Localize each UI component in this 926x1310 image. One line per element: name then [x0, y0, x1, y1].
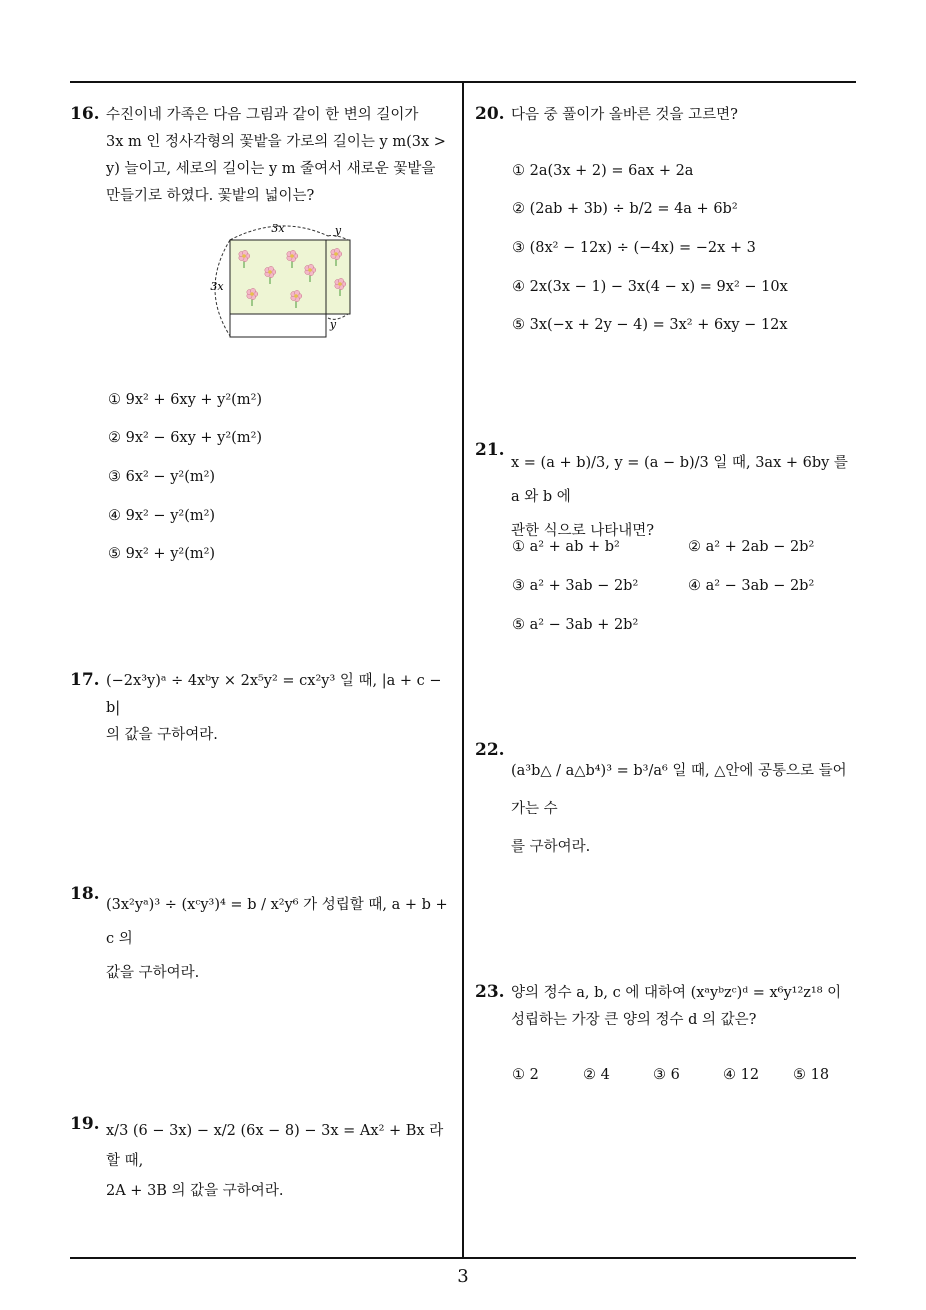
question-text — [106, 1116, 460, 1206]
question-text — [106, 102, 446, 210]
question-line: (a³b△ / a△b⁴)³ = b³/a⁶ 일 때, △안에 공통으로 들어가는 수 — [511, 763, 847, 817]
flower-bed-figure — [200, 214, 360, 344]
q20-option-3[interactable]: ③ (8x² − 12x) ÷ (−4x) = −2x + 3 — [512, 240, 756, 256]
question-17 — [70, 670, 460, 743]
question-line: 성립하는 가장 큰 양의 정수 d 의 값은? — [511, 1012, 757, 1028]
figure-label-bottom-right: y — [329, 318, 337, 331]
q20-option-5[interactable]: ⑤ 3x(−x + 2y − 4) = 3x² + 6xy − 12x — [512, 317, 788, 333]
question-20 — [475, 104, 860, 144]
figure-label-left: 3x — [210, 280, 224, 293]
q23-option-1[interactable]: ① 2 — [512, 1067, 539, 1083]
q23-option-4[interactable]: ④ 12 — [723, 1067, 760, 1083]
question-line: 만들기로 하였다. 꽃밭의 넓이는? — [106, 188, 315, 204]
figure-label-top: 3x — [271, 222, 285, 235]
page-number: 3 — [457, 1266, 469, 1287]
q16-option-5[interactable]: ⑤ 9x² + y²(m²) — [108, 546, 216, 562]
q20-option-1[interactable]: ① 2a(3x + 2) = 6ax + 2a — [512, 163, 694, 179]
q20-option-2[interactable]: ② (2ab + 3b) ÷ b/2 = 4a + 6b² — [512, 201, 738, 217]
question-text — [106, 888, 460, 990]
column-divider — [462, 82, 464, 1258]
question-line: y) 늘이고, 세로의 길이는 y m 줄여서 새로운 꽃밭을 — [106, 161, 436, 177]
question-line: x = (a + b)/3, y = (a − b)/3 일 때, 3ax + 6by 를 a 와 b 에 — [511, 455, 848, 505]
q23-option-5[interactable]: ⑤ 18 — [793, 1067, 830, 1083]
question-number: 17. — [70, 670, 100, 690]
question-line: x/3 (6 − 3x) − x/2 (6x − 8) − 3x = Ax² + Bx 라 할 때, — [106, 1123, 444, 1169]
question-21 — [475, 440, 860, 539]
question-text — [511, 752, 860, 866]
q20-option-4[interactable]: ④ 2x(3x − 1) − 3x(4 − x) = 9x² − 10x — [512, 279, 788, 295]
question-18 — [70, 884, 460, 981]
question-text — [511, 446, 860, 548]
question-line: 를 구하여라. — [511, 839, 591, 855]
question-line: 2A + 3B 의 값을 구하여라. — [106, 1183, 284, 1199]
question-line: 3x m 인 정사각형의 꽃밭을 가로의 길이는 y m(3x > — [106, 134, 446, 150]
question-23 — [475, 982, 860, 1042]
q23-option-2[interactable]: ② 4 — [583, 1067, 610, 1083]
question-line: (−2x³y)ᵃ ÷ 4xᵇy × 2x⁵y² = cx²y³ 일 때, |a + c − b| — [106, 673, 442, 716]
question-number: 20. — [475, 104, 505, 124]
question-line: (3x²yᵃ)³ ÷ (xᶜy³)⁴ = b / x²y⁶ 가 성립할 때, a + b + c 의 — [106, 897, 448, 947]
question-text — [106, 668, 460, 749]
question-line: 의 값을 구하여라. — [106, 727, 218, 743]
q21-option-1[interactable]: ① a² + ab + b² — [512, 539, 620, 555]
q16-option-1[interactable]: ① 9x² + 6xy + y²(m²) — [108, 392, 263, 408]
figure-label-top-right: y — [334, 224, 342, 237]
question-number: 23. — [475, 982, 505, 1002]
q21-option-4[interactable]: ④ a² − 3ab − 2b² — [688, 578, 815, 594]
question-line: 값을 구하여라. — [106, 965, 200, 981]
question-number: 18. — [70, 884, 100, 904]
q23-option-3[interactable]: ③ 6 — [653, 1067, 680, 1083]
question-line: 양의 정수 a, b, c 에 대하여 (xᵃyᵇzᶜ)ᵈ = x⁶y¹²z¹⁸ 이 — [511, 985, 842, 1001]
question-22 — [475, 740, 860, 855]
question-19 — [70, 1114, 460, 1199]
question-text — [511, 102, 738, 129]
q16-option-2[interactable]: ② 9x² − 6xy + y²(m²) — [108, 430, 263, 446]
question-number: 22. — [475, 740, 505, 760]
question-number: 16. — [70, 104, 100, 124]
question-line: 수진이네 가족은 다음 그림과 같이 한 변의 길이가 — [106, 107, 419, 123]
q16-option-4[interactable]: ④ 9x² − y²(m²) — [108, 508, 216, 524]
question-line: 다음 중 풀이가 올바른 것을 고르면? — [511, 107, 738, 123]
q21-option-5[interactable]: ⑤ a² − 3ab + 2b² — [512, 617, 639, 633]
question-line: 관한 식으로 나타내면? — [511, 523, 655, 539]
q16-option-3[interactable]: ③ 6x² − y²(m²) — [108, 469, 216, 485]
q21-option-3[interactable]: ③ a² + 3ab − 2b² — [512, 578, 639, 594]
question-text — [511, 980, 841, 1034]
question-number: 21. — [475, 440, 505, 460]
question-number: 19. — [70, 1114, 100, 1134]
q21-option-2[interactable]: ② a² + 2ab − 2b² — [688, 539, 815, 555]
